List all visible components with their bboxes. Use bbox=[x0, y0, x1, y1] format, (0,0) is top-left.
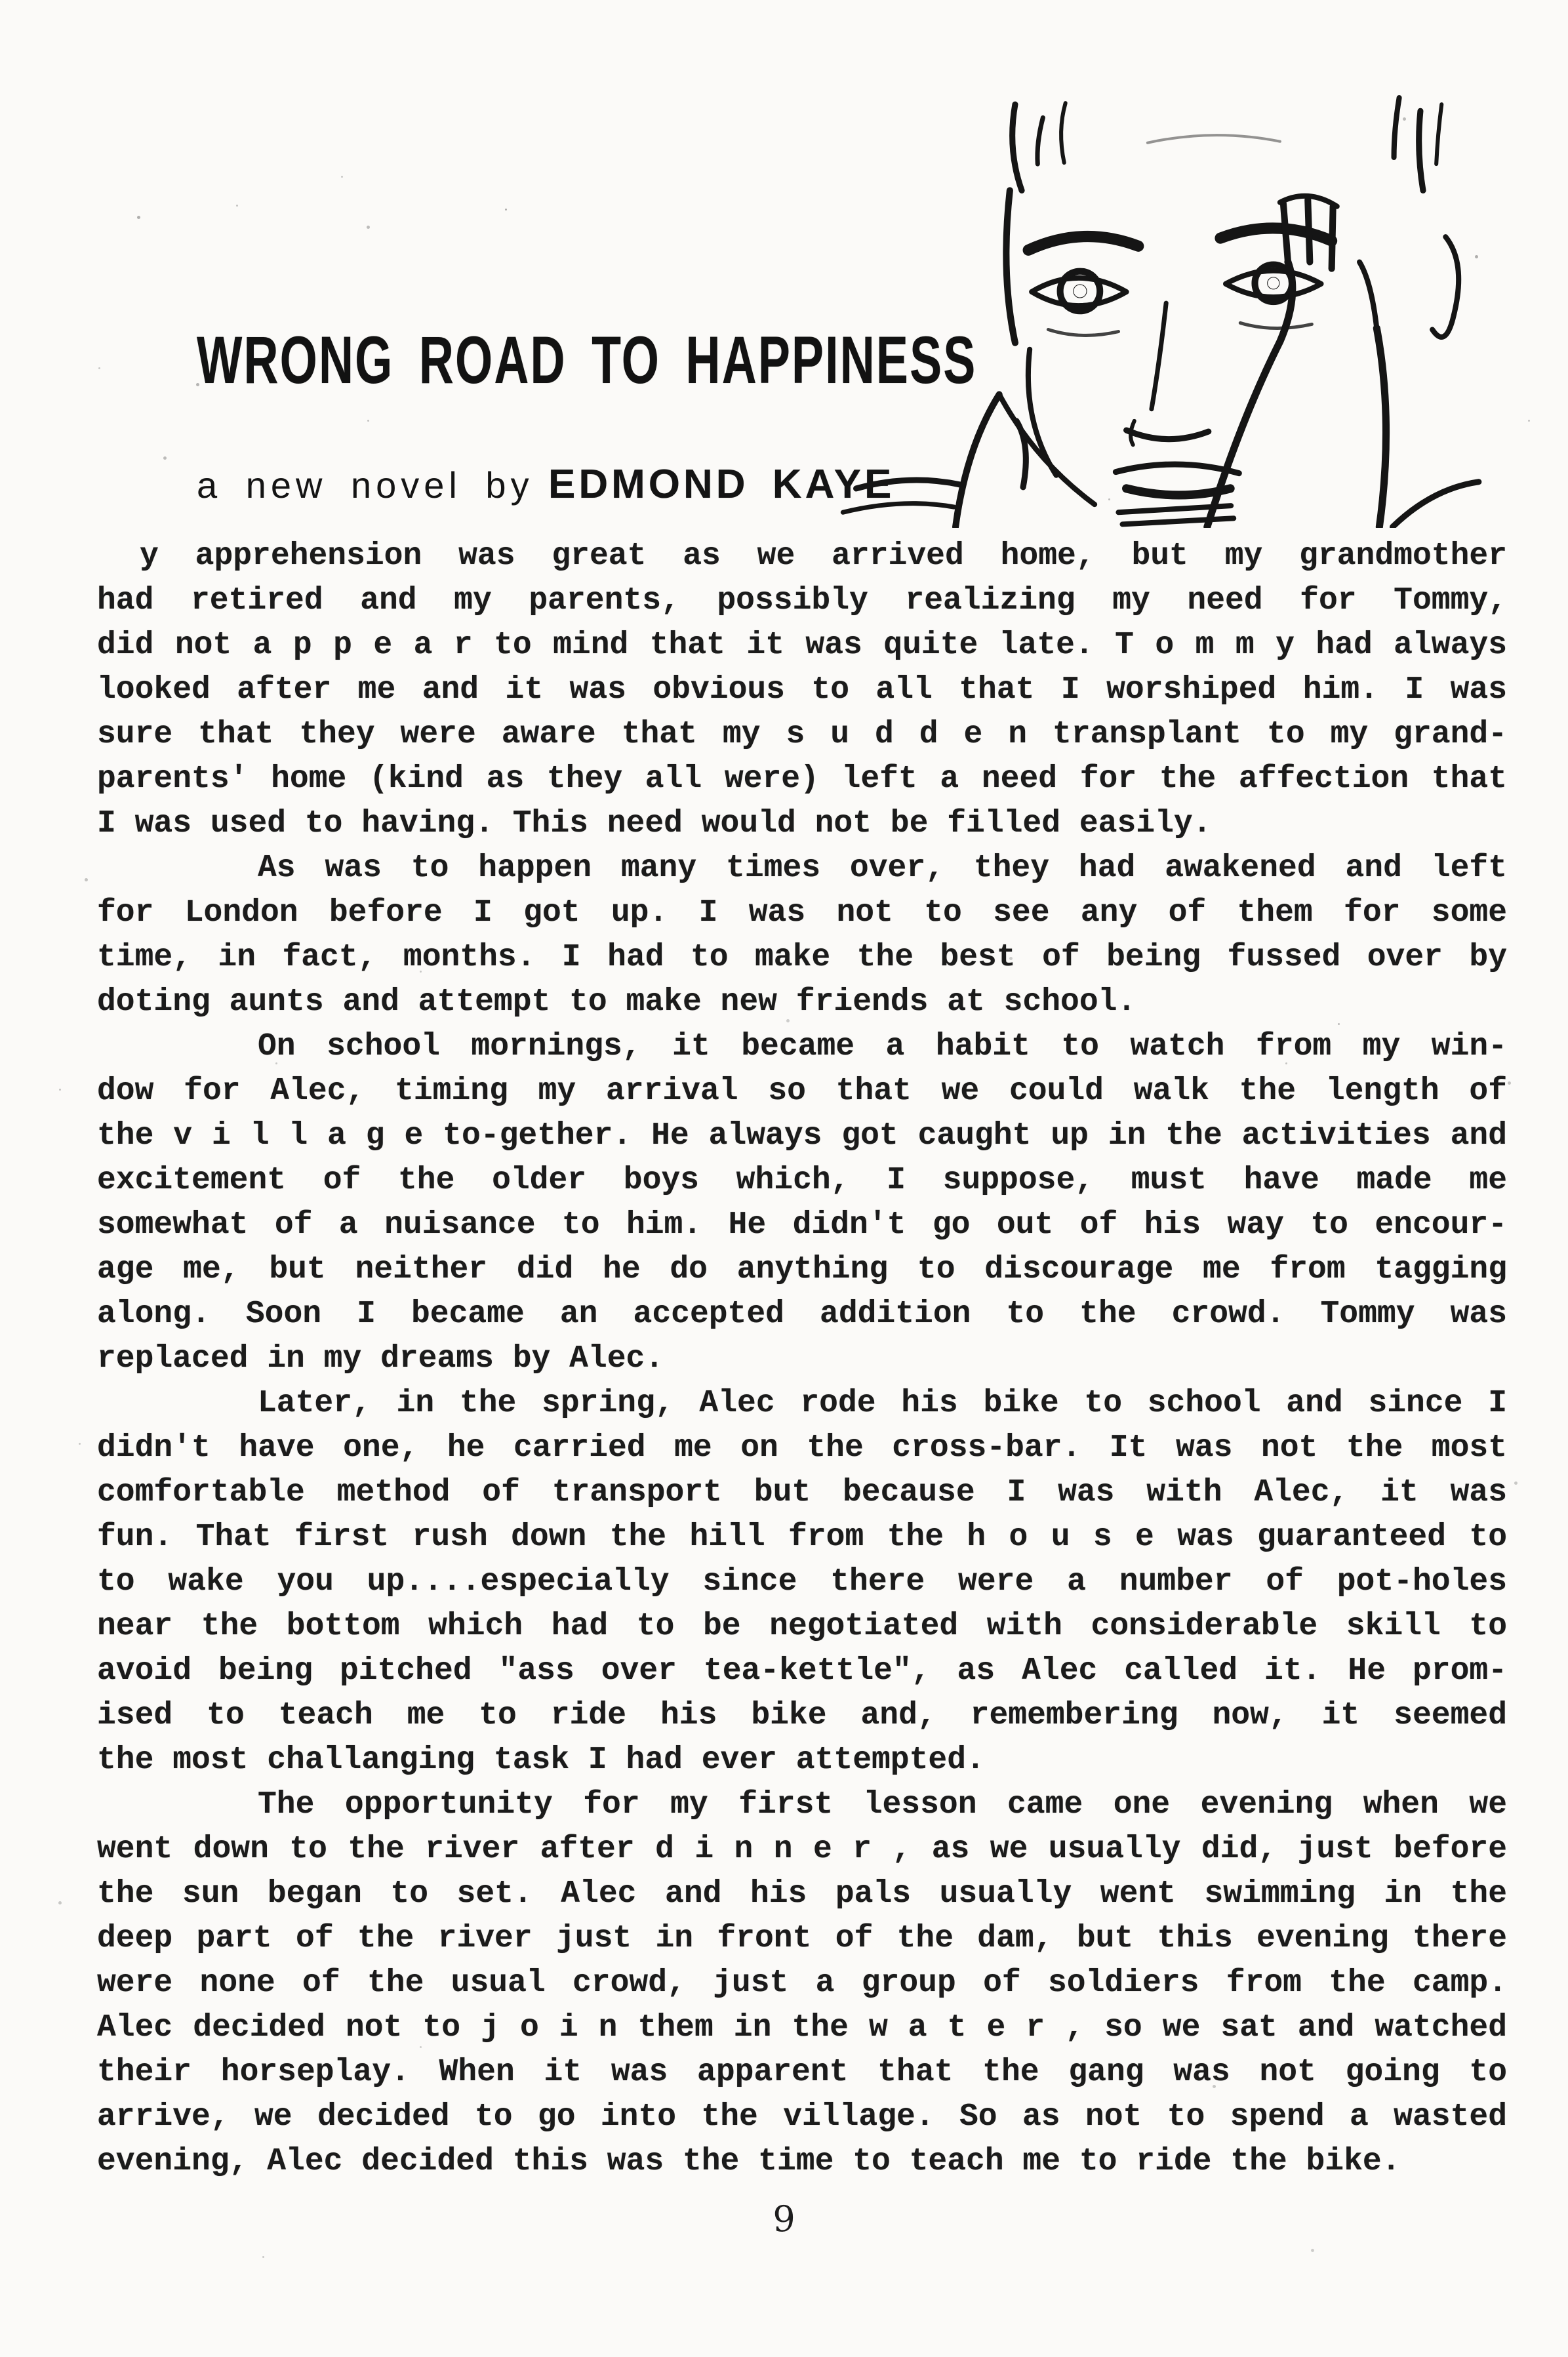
text-line: for London before I got up. I was not to see any of them for some bbox=[97, 895, 1507, 931]
text-line: comfortable method of transport but because I was with Alec, it was bbox=[97, 1475, 1507, 1510]
text-line: near the bottom which had to be negotiated with considerable skill to bbox=[97, 1609, 1507, 1644]
author-name: EDMOND KAYE bbox=[548, 461, 895, 507]
article-title: WRONG ROAD TO HAPPINESS bbox=[197, 323, 977, 398]
text-line: along. Soon I became an accepted addition to the crowd. Tommy was bbox=[97, 1297, 1507, 1332]
text-line: the sun began to set. Alec and his pals usually went swimming in the bbox=[97, 1876, 1507, 1912]
text-line: didn't have one, he carried me on the cross-bar. It was not the most bbox=[97, 1430, 1507, 1466]
text-line: dow for Alec, timing my arrival so that we could walk the length of bbox=[97, 1074, 1507, 1109]
paragraph bbox=[97, 534, 1507, 846]
text-line: the v i l l a g e to-gether. He always got caught up in the activities and bbox=[97, 1118, 1507, 1154]
text-line: arrive, we decided to go into the village. So as not to spend a wasted bbox=[97, 2099, 1507, 2135]
paragraph bbox=[97, 1024, 1507, 1381]
text-line: fun. That first rush down the hill from the h o u s e was guaranteed to bbox=[97, 1520, 1507, 1555]
text-line: to wake you up....especially since there were a number of pot-holes bbox=[97, 1564, 1507, 1600]
text-line: On school mornings, it became a habit to watch from my win- bbox=[258, 1029, 1507, 1064]
paragraph bbox=[97, 1783, 1507, 2184]
text-line: did not a p p e a r to mind that it was quite late. T o m m y had always bbox=[97, 628, 1507, 663]
text-line: sure that they were aware that my s u d d e n transplant to my grand- bbox=[97, 717, 1507, 752]
text-line: the most challanging task I had ever attempted. bbox=[97, 1743, 985, 1778]
text-line: went down to the river after d i n n e r , as we usually did, just before bbox=[97, 1832, 1507, 1867]
text-line: looked after me and it was obvious to all that I worshiped him. I was bbox=[97, 672, 1507, 708]
paragraph bbox=[97, 846, 1507, 1024]
text-line: replaced in my dreams by Alec. bbox=[97, 1341, 664, 1377]
text-line: As was to happen many times over, they had awakened and left bbox=[258, 851, 1507, 886]
text-line: avoid being pitched "ass over tea-kettle", as Alec called it. He prom- bbox=[97, 1653, 1507, 1689]
text-line: age me, but neither did he do anything to discourage me from tagging bbox=[97, 1252, 1507, 1287]
text-line: Alec decided not to j o i n them in the w a t e r , so we sat and watched bbox=[97, 2010, 1507, 2045]
byline-prefix: a new novel by bbox=[197, 464, 534, 506]
text-line: their horseplay. When it was apparent that the gang was not going to bbox=[97, 2055, 1507, 2090]
article-header bbox=[197, 282, 977, 508]
text-line: time, in fact, months. I had to make the best of being fussed over by bbox=[97, 940, 1507, 975]
body-text bbox=[97, 534, 1507, 2184]
text-line: doting aunts and attempt to make new friends at school. bbox=[97, 984, 1136, 1020]
text-line: somewhat of a nuisance to him. He didn't go out of his way to encour- bbox=[97, 1207, 1507, 1243]
paragraph bbox=[97, 1381, 1507, 1783]
text-line: were none of the usual crowd, just a group of soldiers from the camp. bbox=[97, 1965, 1507, 2001]
text-line: I was used to having. This need would not be filled easily. bbox=[97, 806, 1212, 841]
text-line: y apprehension was great as we arrived home, but my grandmother bbox=[140, 538, 1507, 574]
child-face-hands-illustration bbox=[816, 62, 1492, 528]
text-line: had retired and my parents, possibly realizing my need for Tommy, bbox=[97, 583, 1507, 618]
text-line: deep part of the river just in front of the dam, but this evening there bbox=[97, 1921, 1507, 1956]
text-line: evening, Alec decided this was the time to teach me to ride the bike. bbox=[97, 2144, 1401, 2179]
page-number: 9 bbox=[773, 2198, 795, 2240]
text-line: The opportunity for my first lesson came one evening when we bbox=[258, 1787, 1507, 1823]
text-line: Later, in the spring, Alec rode his bike to school and since I bbox=[258, 1386, 1507, 1421]
byline bbox=[197, 461, 918, 508]
text-line: parents' home (kind as they all were) left a need for the affection that bbox=[97, 761, 1507, 797]
text-line: excitement of the older boys which, I suppose, must have made me bbox=[97, 1163, 1507, 1198]
text-line: ised to teach me to ride his bike and, remembering now, it seemed bbox=[97, 1698, 1507, 1733]
